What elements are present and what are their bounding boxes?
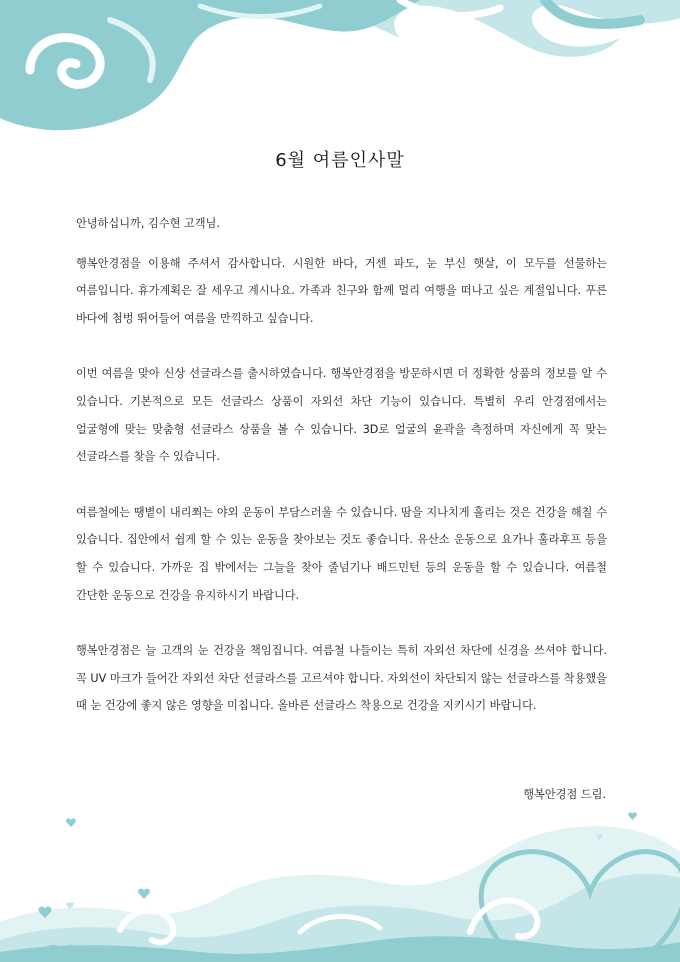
- bottom-wave-decoration: [0, 812, 680, 962]
- heart-icon: [628, 812, 637, 820]
- page-title: 6월 여름인사말: [275, 150, 405, 171]
- paragraph-4: 행복안경점은 늘 고객의 눈 건강을 책임집니다. 여름철 나들이는 특히 자외선 차단에 신경을 쓰셔야 합니다. 꼭 UV 마크가 들어간 자외선 차단 선글라스를 고르셔야 합니다. 자외선이 차단되지 않는 선글라스를 착용했을 때 눈 건강에 좋지 않은 영향을 미칩니다. 올바른 선글라스 착용으로 건강을 지키시기 바랍니다.: [76, 644, 607, 713]
- greeting: 안녕하십니까, 김수현 고객님.: [76, 217, 220, 230]
- top-wave-decoration: [0, 0, 680, 140]
- heart-icon: [66, 818, 76, 827]
- heart-icon: [138, 888, 150, 899]
- heart-icon: [66, 902, 74, 909]
- paragraph-1: 행복안경점을 이용해 주셔서 감사합니다. 시원한 바다, 거센 파도, 눈 부신 햇살, 이 모두를 선물하는 여름입니다. 휴가계획은 잘 세우고 계시나요. 가족과 친구와 함께 멀리 여행을 떠나고 싶은 계절입니다. 푸른 바다에 첨벙 뛰어들어 여름을 만끽하고 싶습니다.: [76, 256, 607, 325]
- paragraph-3: 여름철에는 땡볕이 내리쬐는 야외 운동이 부담스러울 수 있습니다. 땀을 지나치게 흘리는 것은 건강을 해칠 수 있습니다. 집안에서 쉽게 할 수 있는 운동을 찾아보는 것도 좋습니다. 유산소 운동으로 요가나 훌라후프 등을 할 수 있습니다. 가까운 집 밖에서는 그늘을 찾아 줄넘기나 배드민턴 등의 운동을 할 수 있습니다. 여름철 간단한 운동으로 건강을 유지하시기 바랍니다.: [76, 505, 607, 602]
- heart-icon: [38, 906, 52, 918]
- signature: 행복안경점 드림.: [523, 788, 606, 801]
- paragraph-2: 이번 여름을 맞아 신상 선글라스를 출시하였습니다. 행복안경점을 방문하시면 더 정확한 상품의 정보를 알 수 있습니다. 기본적으로 모든 선글라스 상품이 자외선 차단 기능이 있습니다. 특별히 우리 안경점에서는 얼굴형에 맞는 맞춤형 선글라스 상품을 볼 수 있습니다. 3D로 얼굴의 윤곽을 측정하며 자신에게 꼭 맞는 선글라스를 찾을 수 있습니다.: [76, 367, 607, 464]
- letter-body: [76, 210, 607, 748]
- heart-icon: [596, 834, 603, 840]
